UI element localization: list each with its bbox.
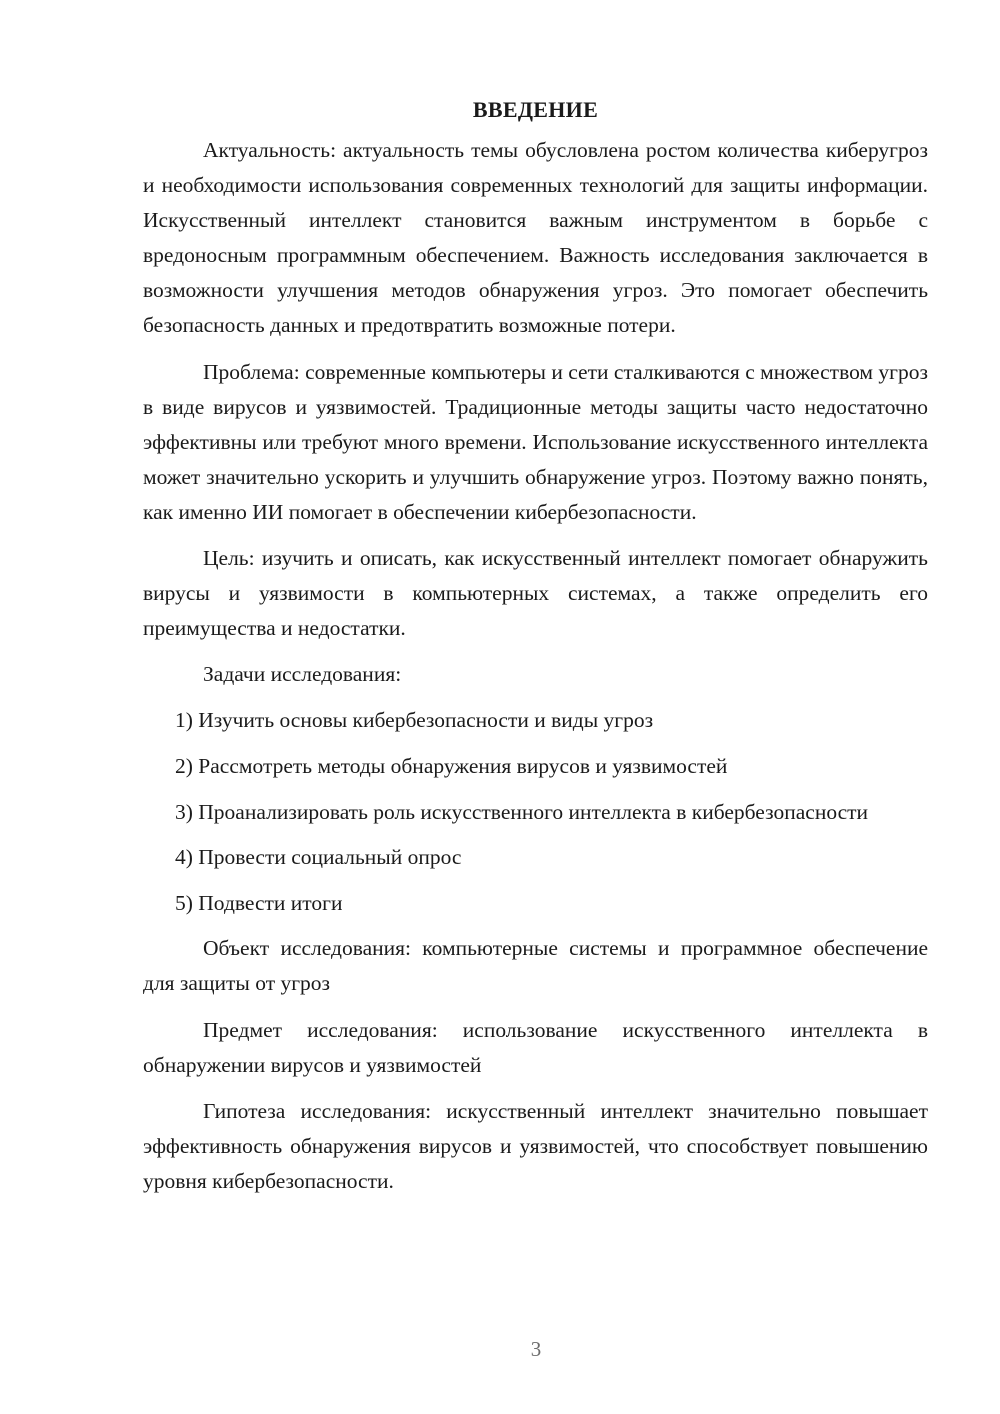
tasks-heading: Задачи исследования: bbox=[203, 662, 402, 687]
page-title: ВВЕДЕНИЕ bbox=[472, 97, 599, 122]
paragraph-hypothesis: Гипотеза исследования: искусственный интеллект значительно повышает эффективность обнаружения вирусов и уязвимостей, что способствует повышению уровня кибербезопасности. bbox=[143, 1098, 928, 1193]
paragraph-object: Объект исследования: компьютерные системы и программное обеспечение для защиты от угроз bbox=[143, 936, 928, 996]
page-content bbox=[143, 92, 928, 1210]
paragraph-problem: Проблема: современные компьютеры и сети сталкиваются с множеством угроз в виде вирусов и уязвимостей. Традиционные методы защиты часто недостаточно эффективны или требуют много времени. Использование искусственного интеллекта может значительно ускорить и улучшить обнаружение угроз. Поэтому важно понять, как именно ИИ помогает в обеспечении кибербезопасности. bbox=[143, 359, 928, 524]
paragraph-relevance: Актуальность: актуальность темы обусловлена ростом количества киберугроз и необходимости использования современных технологий для защиты информации. Искусственный интеллект становится важным инструментом в борьбе с вредоносным программным обеспечением. Важность исследования заключается в возможности улучшения методов обнаружения угроз. Это помогает обеспечить безопасность данных и предотвратить возможные потери. bbox=[143, 138, 928, 338]
paragraph-goal: Цель: изучить и описать, как искусственный интеллект помогает обнаружить вирусы и уязвимости в компьютерных системах, а также определить его преимущества и недостатки. bbox=[143, 546, 928, 641]
list-item: 2) Рассмотреть методы обнаружения вирусов и уязвимостей bbox=[175, 754, 728, 778]
list-item: 1) Изучить основы кибербезопасности и виды угроз bbox=[175, 708, 654, 733]
list-item: 3) Проанализировать роль искусственного интеллекта в кибербезопасности bbox=[175, 799, 869, 824]
tasks-list bbox=[143, 703, 928, 920]
list-item: 4) Провести социальный опрос bbox=[175, 845, 462, 870]
page-number: 3 bbox=[530, 1337, 542, 1361]
paragraph-subject: Предмет исследования: использование искусственного интеллекта в обнаружении вирусов и уязвимостей bbox=[143, 1017, 928, 1077]
list-item: 5) Подвести итоги bbox=[175, 890, 343, 915]
